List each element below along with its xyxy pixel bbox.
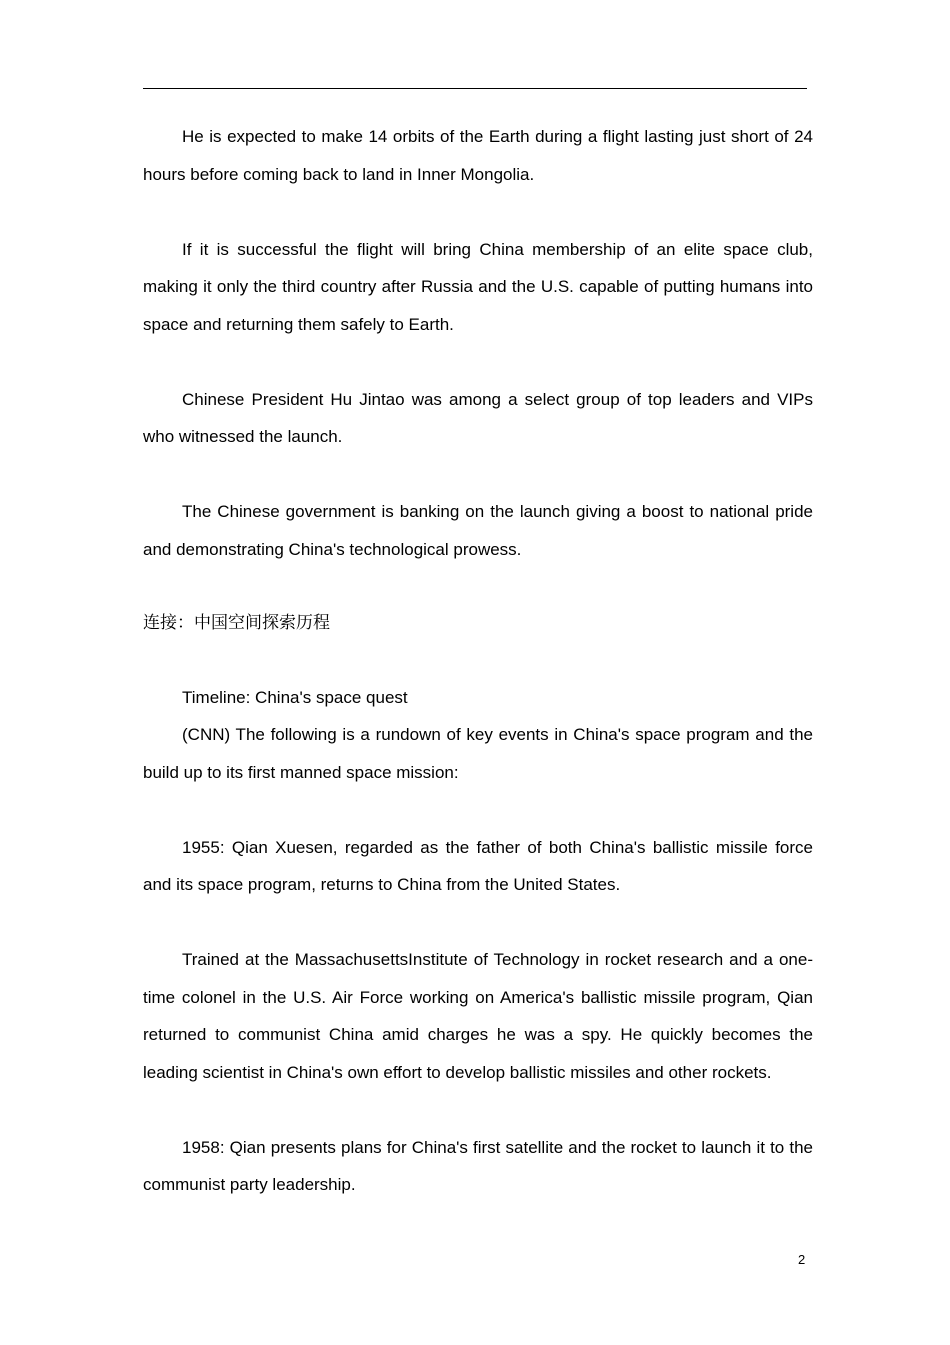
timeline-title: Timeline: China's space quest	[182, 687, 408, 707]
page-number: 2	[798, 1252, 806, 1267]
timeline-intro: (CNN) The following is a rundown of key events in China's space program and the build up to its first manned space mission:	[143, 725, 813, 782]
event-1955: 1955: Qian Xuesen, regarded as the father of both China's ballistic missile force and its space program, returns to China from the United States.	[143, 837, 813, 894]
paragraph-space-club: If it is successful the flight will bring China membership of an elite space club, making it only the third country after Russia and the U.S. capable of putting humans into space and returning them safely to Earth.	[143, 239, 813, 334]
header-rule	[143, 88, 807, 89]
page-body	[143, 118, 813, 1241]
paragraph-national-pride: The Chinese government is banking on the launch giving a boost to national pride and demonstrating China's technological prowess.	[143, 502, 813, 559]
link-label: 连接：中国空间探索历程	[143, 612, 330, 632]
event-1958: 1958: Qian presents plans for China's first satellite and the rocket to launch it to the communist party leadership.	[143, 1137, 813, 1194]
paragraph-orbits: He is expected to make 14 orbits of the Earth during a flight lasting just short of 24 hours before coming back to land in Inner Mongolia.	[143, 127, 813, 184]
paragraph-hu-jintao: Chinese President Hu Jintao was among a select group of top leaders and VIPs who witnessed the launch.	[143, 389, 813, 446]
event-qian-background: Trained at the MassachusettsInstitute of Technology in rocket research and a one-time colonel in the U.S. Air Force working on America's ballistic missile program, Qian returned to communist China amid charges he was a spy. He quickly becomes the leading scientist in China's own effort to develop ballistic missiles and other rockets.	[143, 950, 813, 1082]
